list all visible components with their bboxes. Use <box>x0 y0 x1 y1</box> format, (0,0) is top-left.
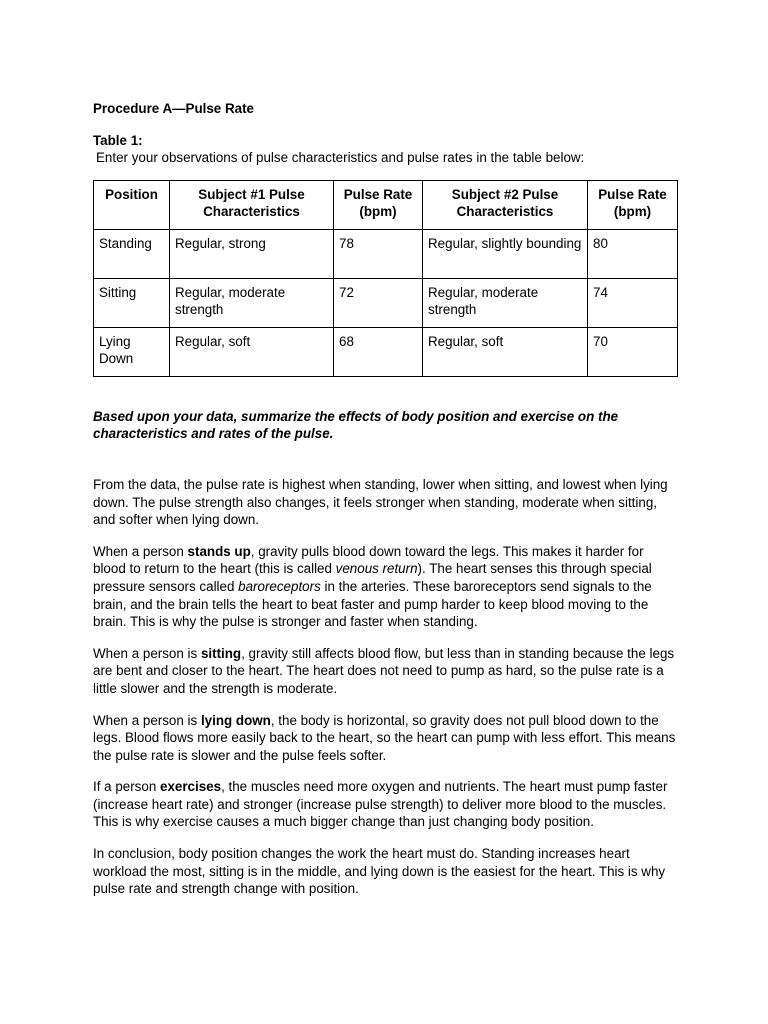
text-run: , the body is horizontal, so gravity does not pull blood down to the legs. Blood flows more easily back to the heart, so the heart can pump with less effort. This means the pulse rate is slower and the pulse feels softer. <box>93 712 676 763</box>
cell-subject2-characteristics: Regular, slightly bounding <box>423 229 588 278</box>
header-subject1-characteristics: Subject #1 Pulse Characteristics <box>170 180 334 229</box>
cell-subject1-pulse-rate: 78 <box>334 229 423 278</box>
table-label: Table 1: <box>93 132 143 148</box>
table-row <box>94 327 678 376</box>
paragraph-sitting <box>93 645 678 698</box>
cell-subject2-pulse-rate: 80 <box>588 229 678 278</box>
text-run: , gravity pulls blood down toward the legs. This makes it harder for blood to return to the heart (this is called <box>93 543 644 577</box>
document-page <box>93 100 678 898</box>
cell-subject2-characteristics: Regular, moderate strength <box>423 278 588 327</box>
cell-position: Sitting <box>94 278 170 327</box>
header-subject2-pulse-rate: Pulse Rate (bpm) <box>588 180 678 229</box>
cell-subject1-characteristics: Regular, strong <box>170 229 334 278</box>
summary-question: Based upon your data, summarize the effects of body position and exercise on the characteristics and rates of the pulse. <box>93 408 619 442</box>
pulse-observations-table <box>93 180 678 377</box>
text-run: When a person <box>93 543 188 559</box>
cell-position: Standing <box>94 229 170 278</box>
paragraph-conclusion: In conclusion, body position changes the work the heart must do. Standing increases heart workload the most, sitting is in the middle, and lying down is the easiest for the heart. This is why pulse rate and strength change with position. <box>93 846 666 897</box>
text-run: , the muscles need more oxygen and nutrients. The heart must pump faster (increase heart rate) and stronger (increase pulse strength) to deliver more blood to the muscles. This is why exercise causes a much bigger change than just changing body position. <box>93 779 668 830</box>
cell-subject1-characteristics: Regular, soft <box>170 327 334 376</box>
cell-subject1-characteristics: Regular, moderate strength <box>170 278 334 327</box>
cell-subject1-pulse-rate: 68 <box>334 327 423 376</box>
cell-subject1-pulse-rate: 72 <box>334 278 423 327</box>
text-run: , gravity still affects blood flow, but less than in standing because the legs are bent and closer to the heart. The heart does not need to pump as hard, so the pulse rate is a little slower and the strength is moderate. <box>93 645 675 696</box>
header-position: Position <box>94 180 170 229</box>
cell-subject2-pulse-rate: 74 <box>588 278 678 327</box>
bold-term-lying-down: lying down <box>200 712 271 728</box>
table-instructions: Enter your observations of pulse characteristics and pulse rates in the table below: <box>96 150 585 166</box>
bold-term-exercises: exercises <box>160 779 222 795</box>
bold-term-stands-up: stands up <box>187 543 251 559</box>
italic-term-baroreceptors: baroreceptors <box>238 578 321 594</box>
cell-subject2-pulse-rate: 70 <box>588 327 678 376</box>
table-row <box>94 229 678 278</box>
bold-term-sitting: sitting <box>200 645 242 661</box>
table-header-row <box>94 180 678 229</box>
text-run: When a person is <box>93 712 201 728</box>
text-run: When a person is <box>93 645 201 661</box>
cell-position: Lying Down <box>94 327 170 376</box>
header-subject1-pulse-rate: Pulse Rate (bpm) <box>334 180 423 229</box>
italic-term-venous-return: venous return <box>335 561 418 577</box>
paragraph-standing <box>93 543 678 631</box>
paragraph-exercise <box>93 778 678 831</box>
paragraph-overview: From the data, the pulse rate is highest when standing, lower when sitting, and lowest when lying down. The pulse strength also changes, it feels stronger when standing, moderate when sitting, and softer when lying down. <box>93 476 668 528</box>
header-subject2-characteristics: Subject #2 Pulse Characteristics <box>423 180 588 229</box>
cell-subject2-characteristics: Regular, soft <box>423 327 588 376</box>
text-run: in the arteries. These baroreceptors send signals to the brain, and the brain tells the heart to beat faster and pump harder to keep blood moving to the brain. This is why the pulse is stronger and faster when standing. <box>93 578 652 630</box>
text-run: ). The heart senses this through special pressure sensors called <box>93 561 652 594</box>
paragraph-lying-down <box>93 712 678 765</box>
text-run: If a person <box>93 779 160 795</box>
table-row <box>94 278 678 327</box>
procedure-heading: Procedure A—Pulse Rate <box>93 101 254 116</box>
